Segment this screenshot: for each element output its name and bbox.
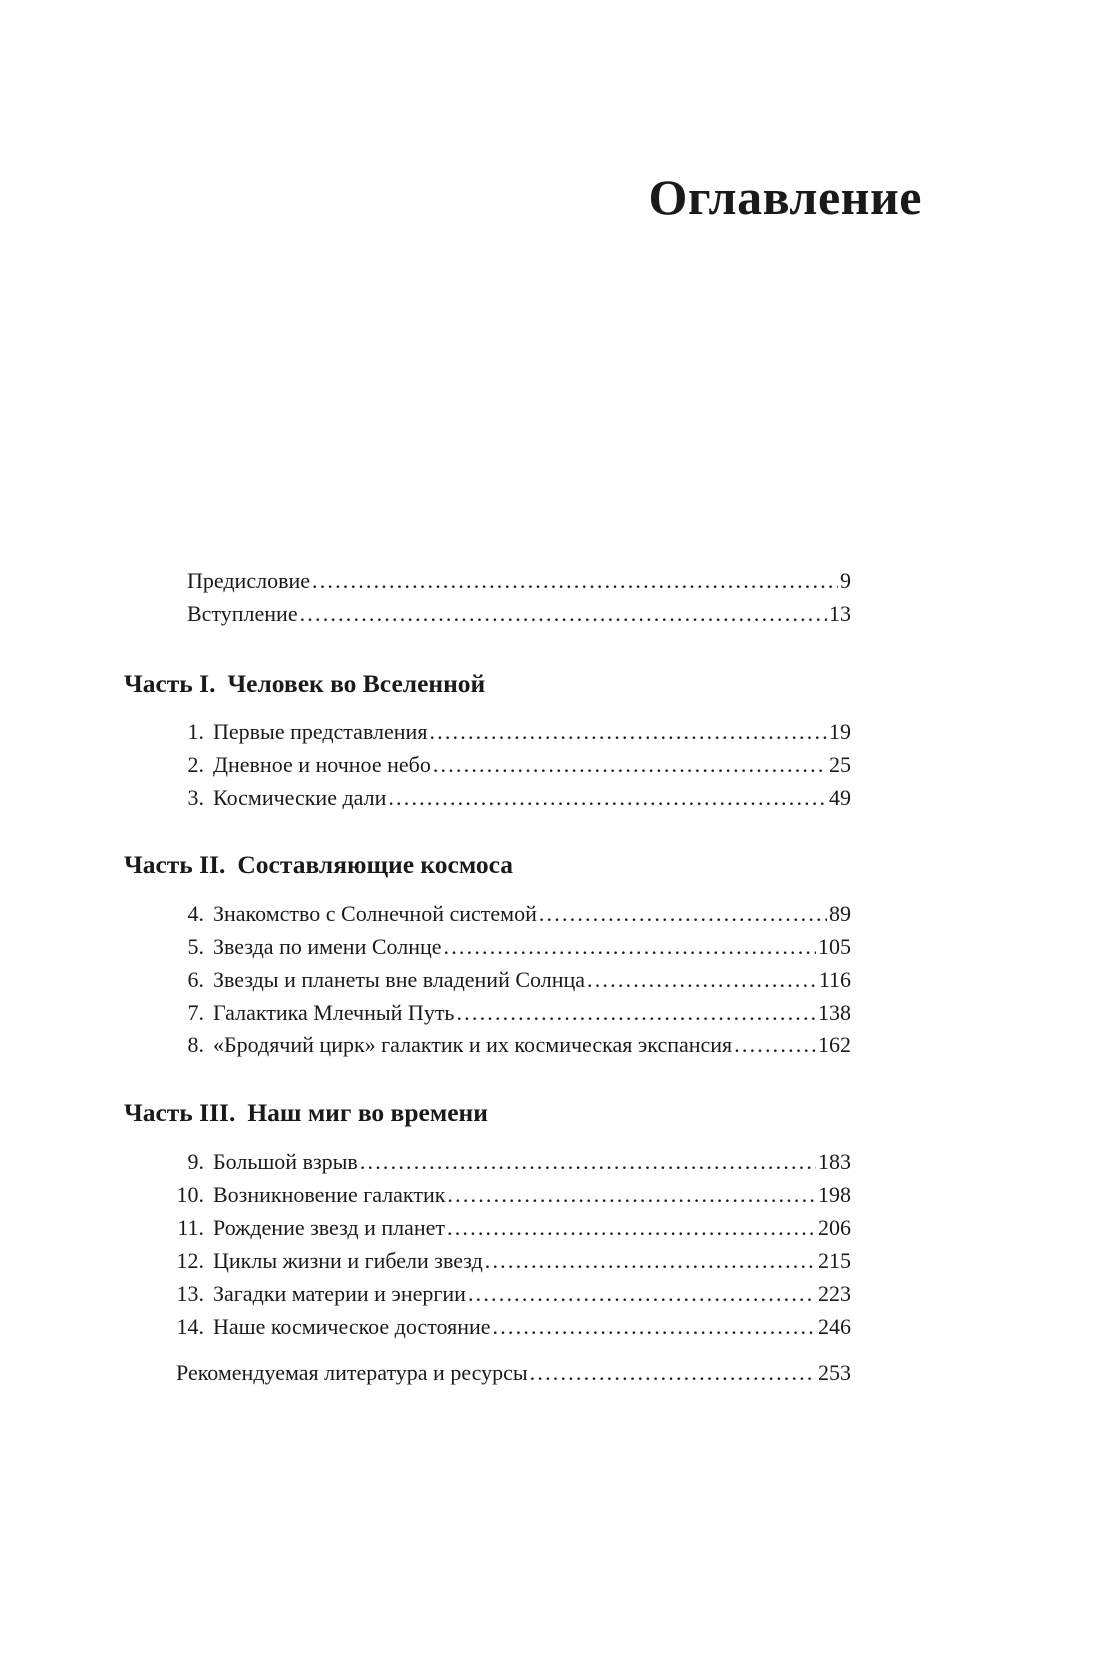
toc-entry-page: 215 bbox=[818, 1248, 851, 1273]
chapter-number: 13. bbox=[176, 1281, 204, 1306]
leader-dots bbox=[444, 932, 816, 962]
toc-entry-page: 253 bbox=[818, 1360, 851, 1385]
leader-dots bbox=[429, 717, 827, 747]
part-label: Часть I. bbox=[124, 669, 216, 698]
leader-dots bbox=[587, 965, 817, 995]
part-title: Наш миг во времени bbox=[247, 1098, 488, 1127]
toc-entry-title: Галактика Млечный Путь bbox=[213, 1000, 455, 1025]
toc-entry-title: Дневное и ночное небо bbox=[213, 752, 431, 777]
toc-entry-title: Возникновение галактик bbox=[213, 1182, 446, 1207]
leader-dots bbox=[388, 783, 827, 813]
chapter-number: 1. bbox=[187, 719, 204, 744]
toc-entry-chapter-9[interactable] bbox=[170, 1147, 851, 1177]
toc-entry-recommended-reading[interactable] bbox=[176, 1358, 851, 1388]
page-title: Оглавление bbox=[648, 169, 922, 225]
toc-entry-page: 162 bbox=[818, 1032, 851, 1057]
leader-dots bbox=[456, 998, 816, 1028]
toc-entry-page: 49 bbox=[829, 785, 851, 810]
toc-entry-title: Предисловие bbox=[187, 568, 310, 593]
leader-dots bbox=[468, 1279, 816, 1309]
leader-dots bbox=[360, 1147, 816, 1177]
toc-entry-chapter-5[interactable] bbox=[170, 932, 851, 962]
toc-entry-page: 223 bbox=[818, 1281, 851, 1306]
toc-entry-chapter-12[interactable] bbox=[170, 1246, 851, 1276]
toc-entry-chapter-1[interactable] bbox=[170, 717, 851, 747]
toc-entry-title: Звезды и планеты вне владений Солнца bbox=[213, 967, 586, 992]
toc-entry-chapter-11[interactable] bbox=[170, 1213, 851, 1243]
toc-entry-page: 9 bbox=[840, 568, 851, 593]
toc-entry-page: 206 bbox=[818, 1215, 851, 1240]
part-heading-3 bbox=[124, 1098, 488, 1128]
toc-entry-chapter-10[interactable] bbox=[170, 1180, 851, 1210]
toc-entry-page: 198 bbox=[818, 1182, 851, 1207]
toc-entry-page: 246 bbox=[818, 1314, 851, 1339]
leader-dots bbox=[433, 750, 827, 780]
leader-dots bbox=[539, 899, 827, 929]
toc-entry-chapter-2[interactable] bbox=[170, 750, 851, 780]
toc-entry-chapter-6[interactable] bbox=[170, 965, 851, 995]
toc-entry-page: 138 bbox=[818, 1000, 851, 1025]
toc-entry-title: Наше космическое достояние bbox=[213, 1314, 491, 1339]
chapter-number: 4. bbox=[187, 901, 204, 926]
toc-entry-title: Первые представления bbox=[213, 719, 428, 744]
toc-entry-title: Знакомство с Солнечной системой bbox=[213, 901, 537, 926]
toc-entry-title: Вступление bbox=[187, 601, 298, 626]
leader-dots bbox=[447, 1180, 816, 1210]
toc-entry-page: 19 bbox=[829, 719, 851, 744]
toc-entry-chapter-7[interactable] bbox=[170, 998, 851, 1028]
leader-dots bbox=[734, 1030, 816, 1060]
part-title: Человек во Вселенной bbox=[227, 669, 486, 698]
toc-entry-chapter-8[interactable] bbox=[170, 1030, 851, 1060]
leader-dots bbox=[447, 1213, 816, 1243]
part-label: Часть III. bbox=[124, 1098, 236, 1127]
toc-entry-introduction[interactable] bbox=[187, 599, 851, 629]
toc-entry-chapter-4[interactable] bbox=[170, 899, 851, 929]
toc-entry-title: «Бродячий цирк» галактик и их космическая экспансия bbox=[213, 1032, 733, 1057]
chapter-number: 14. bbox=[176, 1314, 204, 1339]
toc-entry-page: 89 bbox=[829, 901, 851, 926]
part-heading-1 bbox=[124, 669, 485, 699]
toc-entry-title: Большой взрыв bbox=[213, 1149, 358, 1174]
toc-entry-chapter-3[interactable] bbox=[170, 783, 851, 813]
toc-entry-page: 105 bbox=[818, 934, 851, 959]
toc-entry-chapter-14[interactable] bbox=[170, 1312, 851, 1342]
leader-dots bbox=[312, 566, 838, 596]
part-heading-2 bbox=[124, 850, 513, 880]
toc-entry-page: 183 bbox=[818, 1149, 851, 1174]
leader-dots bbox=[300, 599, 827, 629]
chapter-number: 3. bbox=[187, 785, 204, 810]
toc-entry-page: 25 bbox=[829, 752, 851, 777]
toc-entry-preface[interactable] bbox=[187, 566, 851, 596]
leader-dots bbox=[530, 1358, 816, 1388]
leader-dots bbox=[485, 1246, 816, 1276]
toc-entry-title: Загадки материи и энергии bbox=[213, 1281, 466, 1306]
chapter-number: 5. bbox=[187, 934, 204, 959]
part-label: Часть II. bbox=[124, 850, 226, 879]
chapter-number: 7. bbox=[187, 1000, 204, 1025]
chapter-number: 12. bbox=[176, 1248, 204, 1273]
chapter-number: 8. bbox=[187, 1032, 204, 1057]
toc-entry-title: Рождение звезд и планет bbox=[213, 1215, 446, 1240]
toc-entry-page: 116 bbox=[818, 967, 851, 992]
part-title: Составляющие космоса bbox=[237, 850, 513, 879]
toc-entry-chapter-13[interactable] bbox=[170, 1279, 851, 1309]
chapter-number: 10. bbox=[176, 1182, 204, 1207]
toc-entry-title: Звезда по имени Солнце bbox=[213, 934, 442, 959]
leader-dots bbox=[493, 1312, 816, 1342]
chapter-number: 2. bbox=[187, 752, 204, 777]
chapter-number: 6. bbox=[187, 967, 204, 992]
chapter-number: 9. bbox=[187, 1149, 204, 1174]
toc-entry-title: Космические дали bbox=[213, 785, 387, 810]
toc-entry-title: Рекомендуемая литература и ресурсы bbox=[176, 1360, 528, 1385]
chapter-number: 11. bbox=[177, 1215, 204, 1240]
toc-entry-page: 13 bbox=[829, 601, 851, 626]
toc-entry-title: Циклы жизни и гибели звезд bbox=[213, 1248, 483, 1273]
